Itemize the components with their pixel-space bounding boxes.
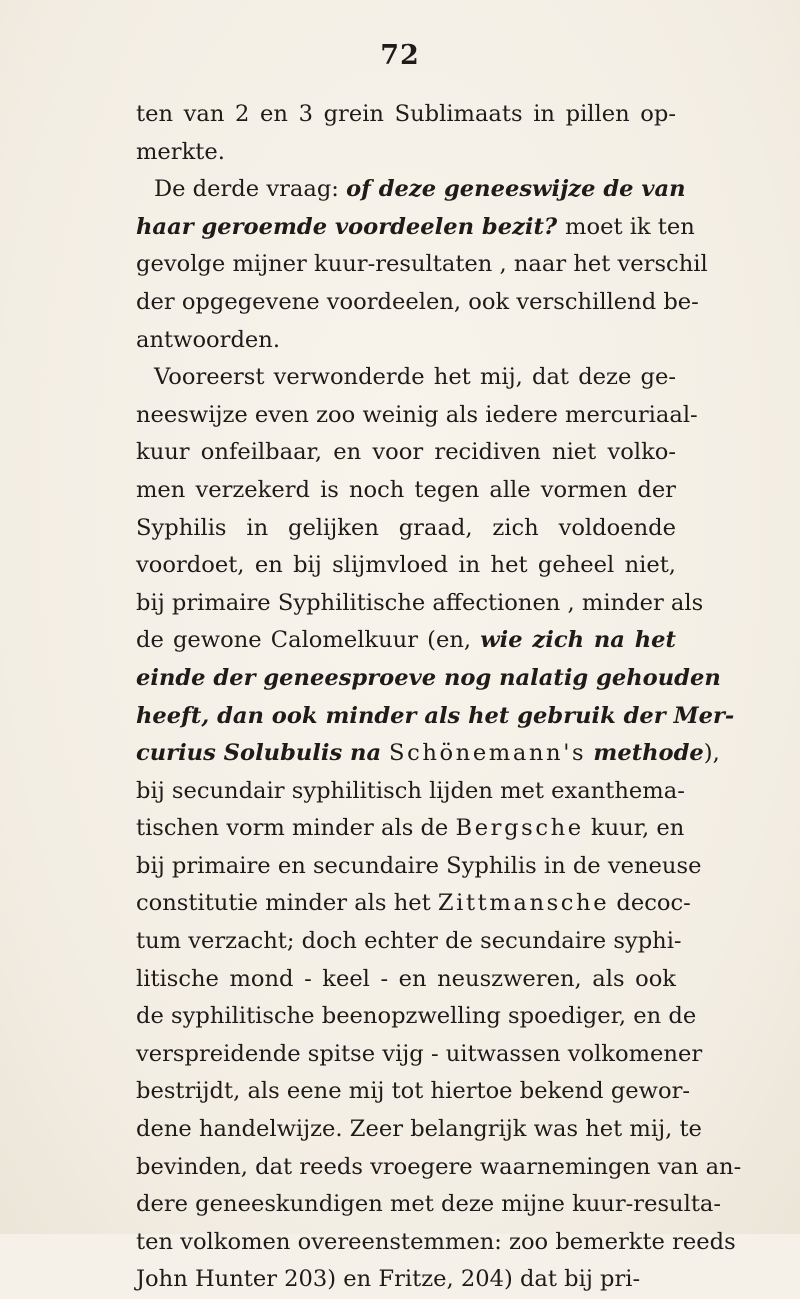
spaced-name-span: Schönemann's bbox=[389, 740, 587, 767]
text-line: de syphilitische beenopzwelling spoediger, en de bbox=[136, 1003, 697, 1030]
text-line: bij secundair syphilitisch lijden met exanthema- bbox=[136, 777, 685, 804]
text-line: bevinden, dat reeds vroegere waarnemingen van an- bbox=[136, 1153, 742, 1180]
text-line: bij primaire Syphilitische affectionen , minder als bbox=[136, 589, 704, 616]
text-span: de gewone Calomelkuur (en, bbox=[136, 627, 481, 654]
text-line: verspreidende spitse vijg - uitwassen volkomener bbox=[136, 1040, 703, 1067]
text-span: constitutie minder als het bbox=[136, 890, 438, 917]
text-span: ), bbox=[703, 740, 720, 767]
text-line bbox=[136, 810, 685, 848]
text-line: antwoorden. bbox=[136, 326, 281, 353]
text-line: ten van 2 en 3 grein Sublimaats in pillen op- bbox=[136, 101, 676, 127]
text-line: John Hunter 203) en Fritze, 204) dat bij pri- bbox=[136, 1266, 641, 1293]
text-line: tum verzacht; doch echter de secundaire syphi- bbox=[136, 928, 682, 955]
text-line: dere geneeskundigen met deze mijne kuur-resulta- bbox=[136, 1191, 722, 1218]
text-span: De derde vraag: bbox=[154, 176, 347, 203]
text-line: kuur onfeilbaar, en voor recidiven niet volko- bbox=[136, 439, 676, 466]
text-line: ten volkomen overeenstemmen: zoo bemerkte reeds bbox=[136, 1228, 736, 1255]
text-line: heeft, dan ook minder als het gebruik der Mer- bbox=[136, 702, 735, 729]
text-line bbox=[136, 209, 695, 247]
italic-span: curius Solubulis na bbox=[136, 740, 389, 767]
text-span: kuur, en bbox=[583, 815, 685, 842]
text-line bbox=[136, 885, 691, 923]
text-line bbox=[136, 622, 676, 660]
page-number: 72 bbox=[380, 40, 420, 71]
italic-span: wie zich na het bbox=[480, 627, 676, 654]
text-line: bestrijdt, als eene mij tot hiertoe bekend gewor- bbox=[136, 1078, 691, 1105]
text-line: dene handelwijze. Zeer belangrijk was het mij, te bbox=[136, 1116, 702, 1143]
text-span: decoc- bbox=[609, 890, 691, 917]
text-line: einde der geneesproeve nog nalatig gehouden bbox=[136, 664, 721, 691]
text-line: voordoet, en bij slijmvloed in het geheel niet, bbox=[136, 552, 676, 579]
text-line: merkte. bbox=[136, 138, 225, 165]
spaced-name-span: Zittmansche bbox=[437, 890, 610, 917]
text-line: Syphilis in gelijken graad, zich voldoende bbox=[136, 514, 676, 541]
italic-span: haar geroemde voordeelen bezit? bbox=[136, 213, 566, 240]
text-line: bij primaire en secundaire Syphilis in de veneuse bbox=[136, 852, 702, 879]
text-line: litische mond - keel - en neuszweren, als ook bbox=[136, 965, 676, 992]
italic-span: methode bbox=[593, 740, 704, 767]
text-line bbox=[136, 171, 686, 209]
text-line: der opgegevene voordeelen, ook verschillend be- bbox=[136, 288, 699, 315]
spaced-name-span: Bergsche bbox=[455, 815, 584, 842]
text-line bbox=[136, 735, 720, 773]
text-line: Vooreerst verwonderde het mij, dat deze ge- bbox=[154, 364, 676, 391]
italic-span: of deze geneeswijze de van bbox=[346, 176, 686, 203]
text-span: moet ik ten bbox=[565, 213, 695, 240]
text-line: gevolge mijner kuur-resultaten , naar het verschil bbox=[136, 251, 708, 278]
body-text bbox=[136, 96, 742, 1299]
text-line: men verzekerd is noch tegen alle vormen der bbox=[136, 476, 676, 503]
text-line: neeswijze even zoo weinig als iedere mercuriaal- bbox=[136, 401, 698, 428]
text-span: tischen vorm minder als de bbox=[136, 815, 456, 842]
